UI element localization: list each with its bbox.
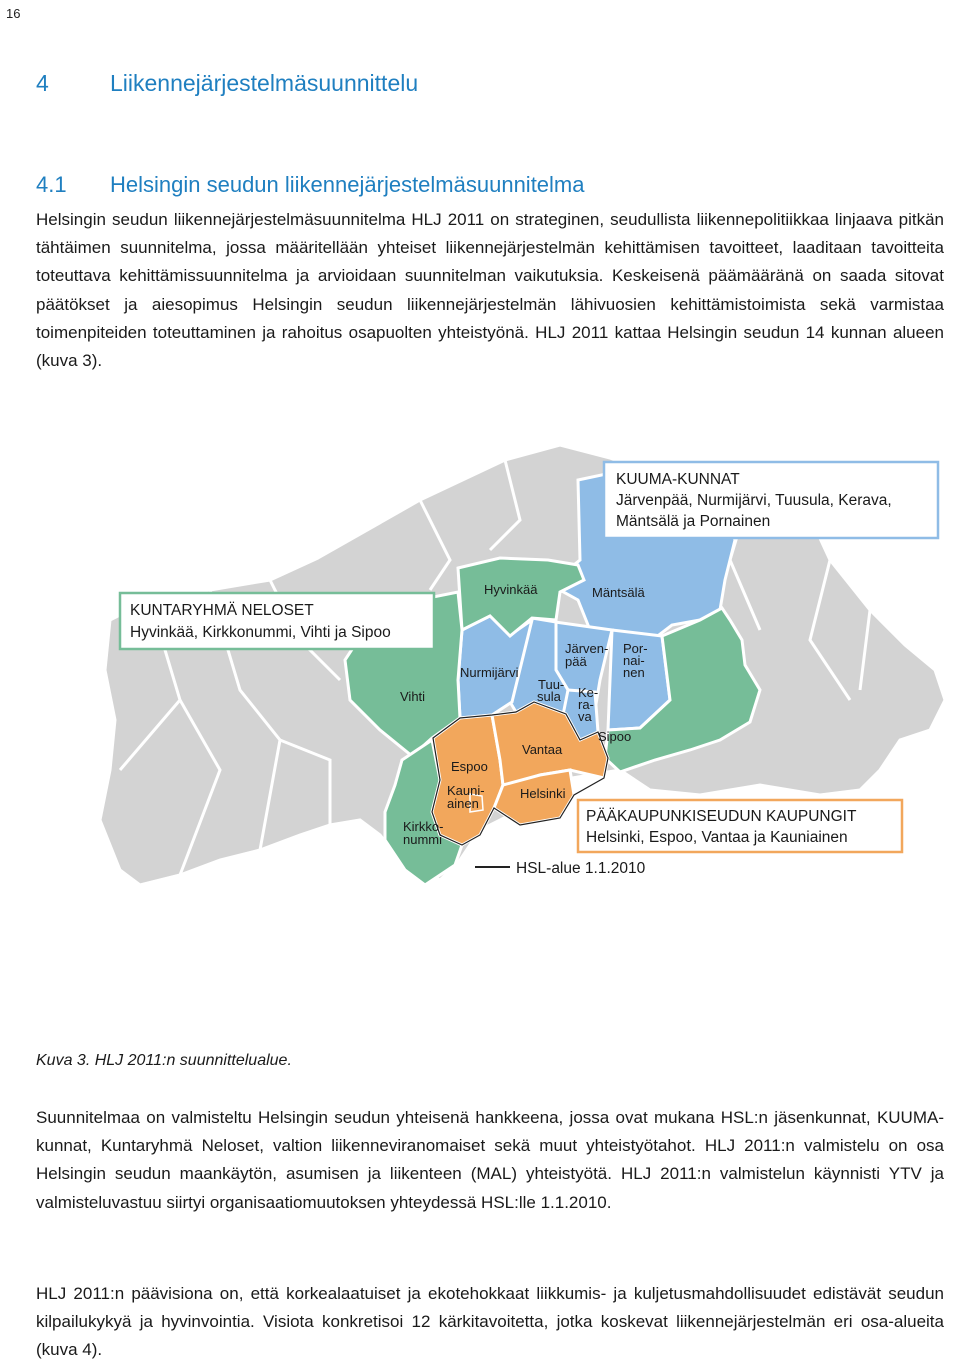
neloset-info-box bbox=[120, 593, 434, 649]
neloset-box-line1: Hyvinkää, Kirkkonummi, Vihti ja Sipoo bbox=[130, 624, 391, 641]
label-kirkkonummi-1: Kirkko- bbox=[403, 819, 444, 834]
label-pornainen-3: nen bbox=[623, 665, 645, 680]
section-number: 4.1 bbox=[36, 172, 67, 197]
label-kerava-3: va bbox=[578, 709, 592, 724]
kuuma-box-line2: Mäntsälä ja Pornainen bbox=[616, 513, 771, 530]
label-kerava-2: ra- bbox=[578, 697, 594, 712]
label-kirkkonummi-2: nummi bbox=[403, 832, 443, 847]
label-vihti: Vihti bbox=[400, 689, 426, 704]
label-helsinki: Helsinki bbox=[520, 786, 566, 801]
section-title: Helsingin seudun liikennejärjestelmäsuunnitelma bbox=[110, 172, 585, 197]
section-heading bbox=[36, 172, 585, 198]
label-sipoo: Sipoo bbox=[598, 729, 632, 744]
chapter-number: 4 bbox=[36, 70, 49, 96]
intro-paragraph: Helsingin seudun liikennejärjestelmäsuunnitelma HLJ 2011 on strateginen, seudullista liikennepolitiikkaa linjaava pitkän tähtäimen suunnitelma, jossa määritellään yhteiset liikennejärjestelmän kehittämisen tavoitteet, laaditaan tavoitteita toteuttava kehittämissuunnitelma ja arvioidaan suunnitelman vaikutuksia. Keskeisenä päämääränä on saada sitovat päätökset ja aiesopimus Helsingin seudun liikennejärjestelmän lähivuosien kehittämistoimista sekä varmistaa toimenpiteiden toteuttaminen ja rahoitus osapuolten yhteistyönä. HLJ 2011 kattaa Helsingin seudun 14 kunnan alueen (kuva 3). bbox=[36, 210, 944, 371]
page-number: 16 bbox=[6, 6, 21, 21]
planning-area-map bbox=[0, 440, 960, 920]
capital-info-box bbox=[578, 800, 902, 852]
preparation-paragraph: Suunnitelmaa on valmisteltu Helsingin seudun yhteisenä hankkeena, jossa ovat mukana HSL:n jäsenkunnat, KUUMA-kunnat, Kuntaryhmä Neloset, valtion liikenneviranomaiset sekä muut yhteistyötahot. HLJ 2011:n valmistelu on osa Helsingin seudun maankäytön, asumisen ja liikenteen (MAL) yhteistyötä. HLJ 2011:n valmistelun käynnisti YTV ja valmisteluvastuu siirtyi organisaatiomuutoksen yhteydessä HSL:lle 1.1.2010. bbox=[36, 1108, 944, 1212]
label-pornainen-2: nai- bbox=[623, 653, 645, 668]
capital-box-line1: Helsinki, Espoo, Vantaa ja Kauniainen bbox=[586, 829, 848, 846]
label-pornainen-1: Por- bbox=[623, 641, 648, 656]
label-nurmijarvi: Nurmijärvi bbox=[460, 665, 519, 680]
chapter-heading bbox=[36, 70, 418, 97]
label-espoo: Espoo bbox=[451, 759, 488, 774]
label-kauniainen-2: ainen bbox=[447, 796, 479, 811]
kuuma-box-line1: Järvenpää, Nurmijärvi, Tuusula, Kerava, bbox=[616, 492, 892, 509]
label-kauniainen-1: Kauni- bbox=[447, 783, 485, 798]
figure-caption: Kuva 3. HLJ 2011:n suunnittelualue. bbox=[36, 1052, 292, 1069]
label-jarvenpaa-1: Järven- bbox=[565, 641, 609, 656]
label-vantaa: Vantaa bbox=[522, 742, 563, 757]
kuuma-box-title: KUUMA-KUNNAT bbox=[616, 471, 740, 488]
label-kerava-1: Ke- bbox=[578, 685, 599, 700]
label-mantsala: Mäntsälä bbox=[592, 585, 645, 600]
label-tuusula-1: Tuu- bbox=[538, 677, 565, 692]
map-legend bbox=[475, 860, 646, 877]
label-jarvenpaa-2: pää bbox=[565, 654, 587, 669]
legend-label: HSL-alue 1.1.2010 bbox=[516, 860, 646, 877]
chapter-title: Liikennejärjestelmäsuunnittelu bbox=[110, 70, 419, 96]
kuuma-info-box bbox=[604, 462, 938, 538]
label-hyvinkaa: Hyvinkää bbox=[484, 582, 538, 597]
neloset-box-title: KUNTARYHMÄ NELOSET bbox=[130, 602, 314, 619]
label-tuusula-2: sula bbox=[537, 689, 561, 704]
vision-paragraph: HLJ 2011:n päävisiona on, että korkealaatuiset ja ekotehokkaat liikkumis- ja kuljetusmahdollisuudet edistävät seudun kilpailukykyä ja hyvinvointia. Visiota konkretisoi 12 kärkitavoitetta, jotka koskevat liikennejärjestelmän eri osa-alueita (kuva 4). bbox=[36, 1284, 944, 1360]
capital-box-title: PÄÄKAUPUNKISEUDUN KAUPUNGIT bbox=[586, 808, 857, 825]
